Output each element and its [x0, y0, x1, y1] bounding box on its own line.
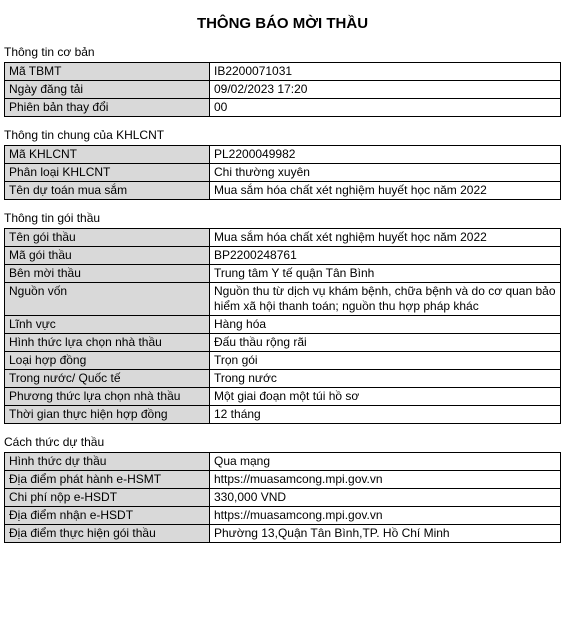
field-label: Mã gói thầu — [5, 247, 210, 265]
field-value: Trọn gói — [210, 352, 561, 370]
section-heading: Cách thức dự thầu — [4, 435, 105, 449]
field-label: Lĩnh vực — [5, 316, 210, 334]
field-label: Ngày đăng tải — [5, 81, 210, 99]
field-value: https://muasamcong.mpi.gov.vn — [210, 471, 561, 489]
field-label: Tên gói thầu — [5, 229, 210, 247]
field-value: Phường 13,Quận Tân Bình,TP. Hồ Chí Minh — [210, 525, 561, 543]
field-label: Bên mời thầu — [5, 265, 210, 283]
section-heading: Thông tin gói thầu — [4, 211, 101, 225]
table-row — [5, 63, 561, 81]
table-row — [5, 164, 561, 182]
field-value: Qua mạng — [210, 453, 561, 471]
field-value: IB2200071031 — [210, 63, 561, 81]
field-value: Một giai đoạn một túi hồ sơ — [210, 388, 561, 406]
field-label: Phân loại KHLCNT — [5, 164, 210, 182]
table-row — [5, 388, 561, 406]
table-row — [5, 334, 561, 352]
field-value: BP2200248761 — [210, 247, 561, 265]
field-label: Mã TBMT — [5, 63, 210, 81]
field-label: Mã KHLCNT — [5, 146, 210, 164]
field-value: Mua sắm hóa chất xét nghiệm huyết học năm 2022 — [210, 182, 561, 200]
field-label: Hình thức lựa chọn nhà thầu — [5, 334, 210, 352]
field-value: 12 tháng — [210, 406, 561, 424]
table-row — [5, 265, 561, 283]
table-row — [5, 99, 561, 117]
field-value: Hàng hóa — [210, 316, 561, 334]
field-value: Chi thường xuyên — [210, 164, 561, 182]
field-value: PL2200049982 — [210, 146, 561, 164]
table-row — [5, 406, 561, 424]
sections-container — [4, 42, 561, 543]
table-row — [5, 247, 561, 265]
field-label: Chi phí nộp e-HSDT — [5, 489, 210, 507]
table-row — [5, 352, 561, 370]
field-label: Trong nước/ Quốc tế — [5, 370, 210, 388]
table-row — [5, 316, 561, 334]
section-heading: Thông tin chung của KHLCNT — [4, 128, 165, 142]
field-value: 00 — [210, 99, 561, 117]
field-label: Hình thức dự thầu — [5, 453, 210, 471]
info-table — [4, 62, 561, 117]
section-heading: Thông tin cơ bản — [4, 45, 95, 59]
field-label: Thời gian thực hiện hợp đồng — [5, 406, 210, 424]
field-label: Tên dự toán mua sắm — [5, 182, 210, 200]
table-row — [5, 81, 561, 99]
table-row — [5, 182, 561, 200]
field-label: Nguồn vốn — [5, 283, 210, 316]
table-row — [5, 370, 561, 388]
table-row — [5, 471, 561, 489]
field-label: Loại hợp đồng — [5, 352, 210, 370]
table-row — [5, 507, 561, 525]
info-table — [4, 145, 561, 200]
table-row — [5, 146, 561, 164]
info-table — [4, 452, 561, 543]
field-label: Phương thức lựa chọn nhà thầu — [5, 388, 210, 406]
field-value: https://muasamcong.mpi.gov.vn — [210, 507, 561, 525]
info-table — [4, 228, 561, 424]
field-value: Nguồn thu từ dịch vụ khám bệnh, chữa bệnh và do cơ quan bảo hiểm xã hội thanh toán; nguồn thu hợp pháp khác — [210, 283, 561, 316]
field-value: 330,000 VND — [210, 489, 561, 507]
table-row — [5, 525, 561, 543]
field-label: Địa điểm thực hiện gói thầu — [5, 525, 210, 543]
table-row — [5, 489, 561, 507]
field-label: Địa điểm phát hành e-HSMT — [5, 471, 210, 489]
table-row — [5, 453, 561, 471]
field-label: Địa điểm nhận e-HSDT — [5, 507, 210, 525]
table-row — [5, 283, 561, 316]
page-title: THÔNG BÁO MỜI THẦU — [196, 15, 369, 32]
field-value: Trong nước — [210, 370, 561, 388]
field-label: Phiên bản thay đổi — [5, 99, 210, 117]
field-value: Trung tâm Y tế quận Tân Bình — [210, 265, 561, 283]
table-row — [5, 229, 561, 247]
field-value: Mua sắm hóa chất xét nghiệm huyết học năm 2022 — [210, 229, 561, 247]
field-value: Đấu thầu rộng rãi — [210, 334, 561, 352]
field-value: 09/02/2023 17:20 — [210, 81, 561, 99]
